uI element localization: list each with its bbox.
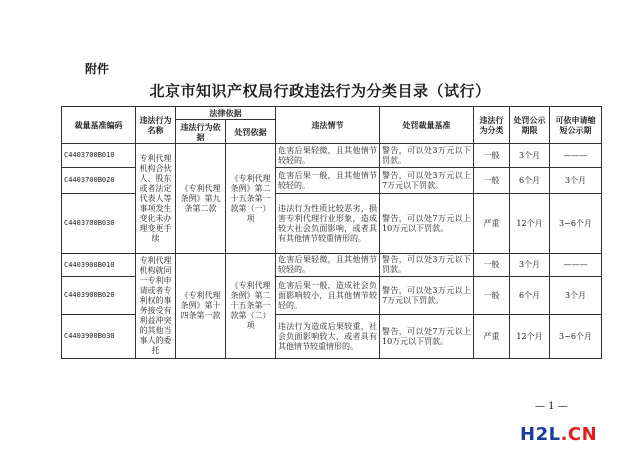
classification-cell: 严重 bbox=[474, 194, 510, 254]
table-row bbox=[62, 144, 602, 168]
watermark-part2: .CN bbox=[560, 424, 598, 445]
header-penalty-standard: 处罚裁量基准 bbox=[380, 107, 474, 144]
watermark-part1: H2L bbox=[520, 424, 561, 445]
shorten-cell: 3个月 bbox=[550, 168, 602, 194]
code-cell: C4403700B010 bbox=[62, 144, 136, 168]
classification-cell: 一般 bbox=[474, 254, 510, 277]
penalty-cell: 警告，可以处7万元以上10万元以下罚款。 bbox=[380, 194, 474, 254]
shorten-cell: 3~6个月 bbox=[550, 315, 602, 359]
period-cell: 6个月 bbox=[510, 277, 550, 315]
period-cell: 6个月 bbox=[510, 168, 550, 194]
violation-classification-table bbox=[61, 106, 602, 359]
header-publicity-period: 处罚公示期限 bbox=[510, 107, 550, 144]
circumstances-cell: 危害后果轻微，且其他情节较轻的。 bbox=[276, 144, 380, 168]
penalty-basis-cell: 《专利代理条例》第二十五条第一款第（一）项 bbox=[226, 144, 276, 254]
shorten-cell: 3个月 bbox=[550, 277, 602, 315]
code-cell: C4403900B030 bbox=[62, 315, 136, 359]
attachment-label: 附件 bbox=[85, 62, 110, 76]
document-title: 北京市知识产权局行政违法行为分类目录（试行） bbox=[149, 82, 491, 100]
classification-cell: 一般 bbox=[474, 144, 510, 168]
code-cell: C4403700B020 bbox=[62, 168, 136, 194]
behavior-name-cell: 专利代理机构就同一专利申请或者专利权的事务接受有利益冲突的其他当事人的委托 bbox=[136, 254, 176, 359]
watermark-logo bbox=[520, 424, 597, 445]
behavior-name-cell: 专利代理机构合伙人、股东或者法定代表人等事项发生变化未办理变更手续 bbox=[136, 144, 176, 254]
classification-cell: 一般 bbox=[474, 168, 510, 194]
header-legal-basis: 法律依据 bbox=[176, 107, 276, 120]
circumstances-cell: 违法行为性质比较恶劣，损害专利代理行业形象，造成较大社会负面影响，或者具有其他情节较重情形的。 bbox=[276, 194, 380, 254]
shorten-cell: 3~6个月 bbox=[550, 194, 602, 254]
header-circumstances: 违法情节 bbox=[276, 107, 380, 144]
penalty-cell: 警告，可以处3万元以上7万元以下罚款。 bbox=[380, 168, 474, 194]
header-behavior-name: 违法行为名称 bbox=[136, 107, 176, 144]
circumstances-cell: 危害后果一般，且其他情节较轻的。 bbox=[276, 168, 380, 194]
penalty-cell: 警告，可以处7万元以上10万元以下罚款。 bbox=[380, 315, 474, 359]
period-cell: 3个月 bbox=[510, 144, 550, 168]
violation-basis-cell: 《专利代理条例》第九条第二款 bbox=[176, 144, 226, 254]
circumstances-cell: 违法行为造成后果较重，社会负面影响较大，或者具有其他情节较重情形的。 bbox=[276, 315, 380, 359]
header-violation-basis: 违法行为依据 bbox=[176, 120, 226, 144]
penalty-basis-cell: 《专利代理条例》第二十五条第一款第（二）项 bbox=[226, 254, 276, 359]
table-row bbox=[62, 254, 602, 277]
period-cell: 3个月 bbox=[510, 254, 550, 277]
shorten-cell: ——— bbox=[550, 254, 602, 277]
penalty-cell: 警告，可以处3万元以下罚款。 bbox=[380, 254, 474, 277]
header-code: 裁量基准编码 bbox=[62, 107, 136, 144]
header-classification: 违法行为分类 bbox=[474, 107, 510, 144]
shorten-cell: ——— bbox=[550, 144, 602, 168]
circumstances-cell: 危害后果一般，造成社会负面影响较小，且其他情节较轻的。 bbox=[276, 277, 380, 315]
code-cell: C4403900B020 bbox=[62, 277, 136, 315]
penalty-cell: 警告，可以处3万元以下罚款。 bbox=[380, 144, 474, 168]
classification-cell: 一般 bbox=[474, 277, 510, 315]
code-cell: C4403900B010 bbox=[62, 254, 136, 277]
violation-basis-cell: 《专利代理条例》第十四条第一款 bbox=[176, 254, 226, 359]
penalty-cell: 警告，可以处3万元以上7万元以下罚款。 bbox=[380, 277, 474, 315]
header-penalty-basis: 处罚依据 bbox=[226, 120, 276, 144]
period-cell: 12个月 bbox=[510, 194, 550, 254]
code-cell: C4403700B030 bbox=[62, 194, 136, 254]
header-shortened-period: 可依申请缩短公示期 bbox=[550, 107, 602, 144]
period-cell: 12个月 bbox=[510, 315, 550, 359]
page-number: — 1 — bbox=[535, 401, 568, 412]
classification-cell: 严重 bbox=[474, 315, 510, 359]
circumstances-cell: 危害后果轻微，且其他情节较轻的。 bbox=[276, 254, 380, 277]
